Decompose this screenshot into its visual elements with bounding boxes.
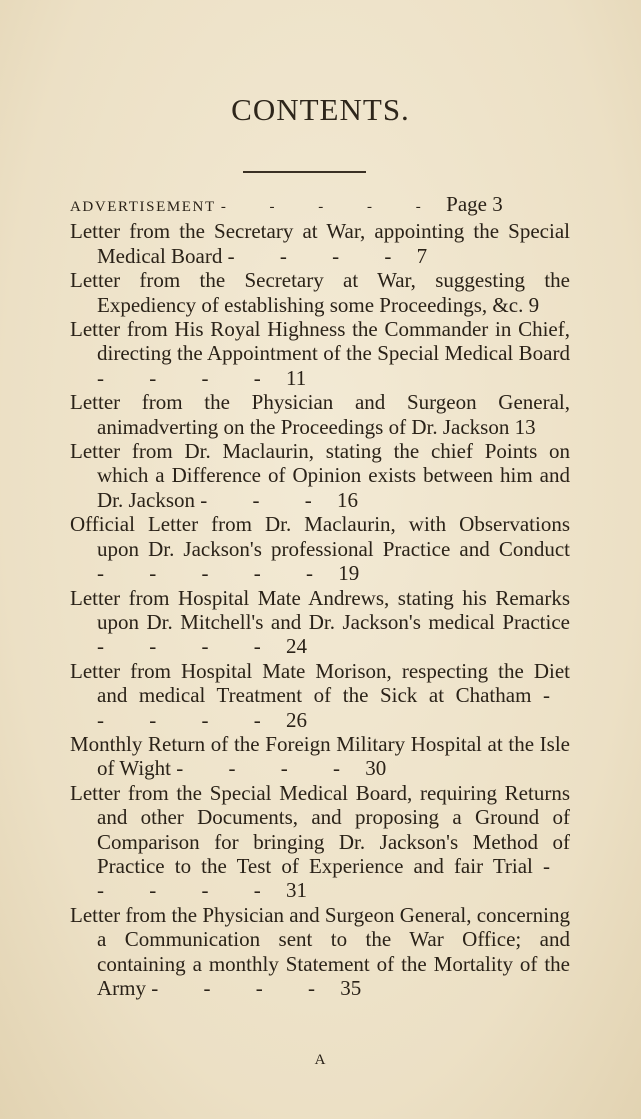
entry-text: ADVERTISEMENT [70,199,216,215]
contents-entry[interactable] [70,268,570,317]
entry-text: Letter from Dr. Maclaurin, stating the chief Points on which a Difference of Opinion exists between him and Dr. Jackson [70,439,570,512]
entry-page: 35 [340,976,362,1000]
entry-text: Monthly Return of the Foreign Military Hospital at the Isle of Wight [70,731,570,781]
entry-page: 26 [285,707,307,732]
entry-text: Letter from Hospital Mate Morison, respecting the Diet and medical Treatment of the Sick at Chatham [70,658,570,708]
contents-entry[interactable] [70,439,570,512]
entry-leader: - - - - [227,243,412,268]
entry-text: Letter from the Physician and Surgeon General, concerning a Communication sent to the War Office; and containing a monthly Statement of the Mortality of the Army [70,902,570,1000]
page-title: CONTENTS. [231,92,410,127]
title-rule [243,171,366,173]
contents-entry[interactable] [70,659,570,732]
entry-text: Letter from Hospital Mate Andrews, stating his Remarks upon Dr. Mitchell's and Dr. Jackson's medical Practice [70,585,570,634]
entry-page: 13 [514,414,536,439]
contents-entry[interactable] [70,903,570,1001]
entry-text: Letter from the Special Medical Board, requiring Returns and other Documents, and proposing a Ground of Comparison for bringing Dr. Jackson's Method of Practice to the Test of Experience and fair Trial [70,780,570,878]
entry-text: Letter from the Secretary at War, appointing the Special Medical Board [70,219,570,268]
contents-list [70,178,570,1000]
entry-page: 11 [285,365,307,390]
entry-page: 16 [336,487,358,512]
entry-leader: - - - [200,487,332,512]
contents-entry[interactable] [70,317,570,390]
contents-entry[interactable] [70,512,570,585]
contents-entry[interactable] [70,586,570,659]
entry-page: 31 [285,878,307,903]
entry-leader: - - - - - [97,853,570,903]
signature-mark: A [314,1052,327,1068]
entry-page: 9 [528,292,540,317]
entry-text: Letter from the Secretary at War, suggesting the Expediency of establishing some Proceedings, &c. [70,268,570,317]
entry-leader: - - - - [151,976,335,1000]
contents-entry[interactable] [70,781,570,903]
entry-leader: - - - - - [97,683,570,732]
entry-leader: - - - - - [97,561,333,586]
entry-page: 19 [338,561,360,586]
contents-entry[interactable] [70,732,570,781]
entry-leader: - - - - [97,365,281,390]
entry-text: Letter from His Royal Highness the Commander in Chief, directing the Appointment of the Special Medical Board [70,317,570,366]
entry-text: Official Letter from Dr. Maclaurin, with Observations upon Dr. Jackson's professional Practice and Conduct [70,512,570,561]
contents-entry[interactable] [70,219,570,268]
entry-page: 7 [416,243,428,268]
contents-entry-advertisement[interactable] [70,192,570,219]
contents-entry[interactable] [70,390,570,439]
entry-page: Page 3 [446,192,503,216]
entry-leader: - - - - [97,634,281,659]
entry-page: 30 [365,756,387,781]
entry-page: 24 [285,634,307,659]
entry-leader: - - - - - [220,199,441,215]
entry-text: Letter from the Physician and Surgeon General, animadverting on the Proceedings of Dr. Jackson [70,390,570,439]
entry-leader: - - - - [176,756,360,781]
